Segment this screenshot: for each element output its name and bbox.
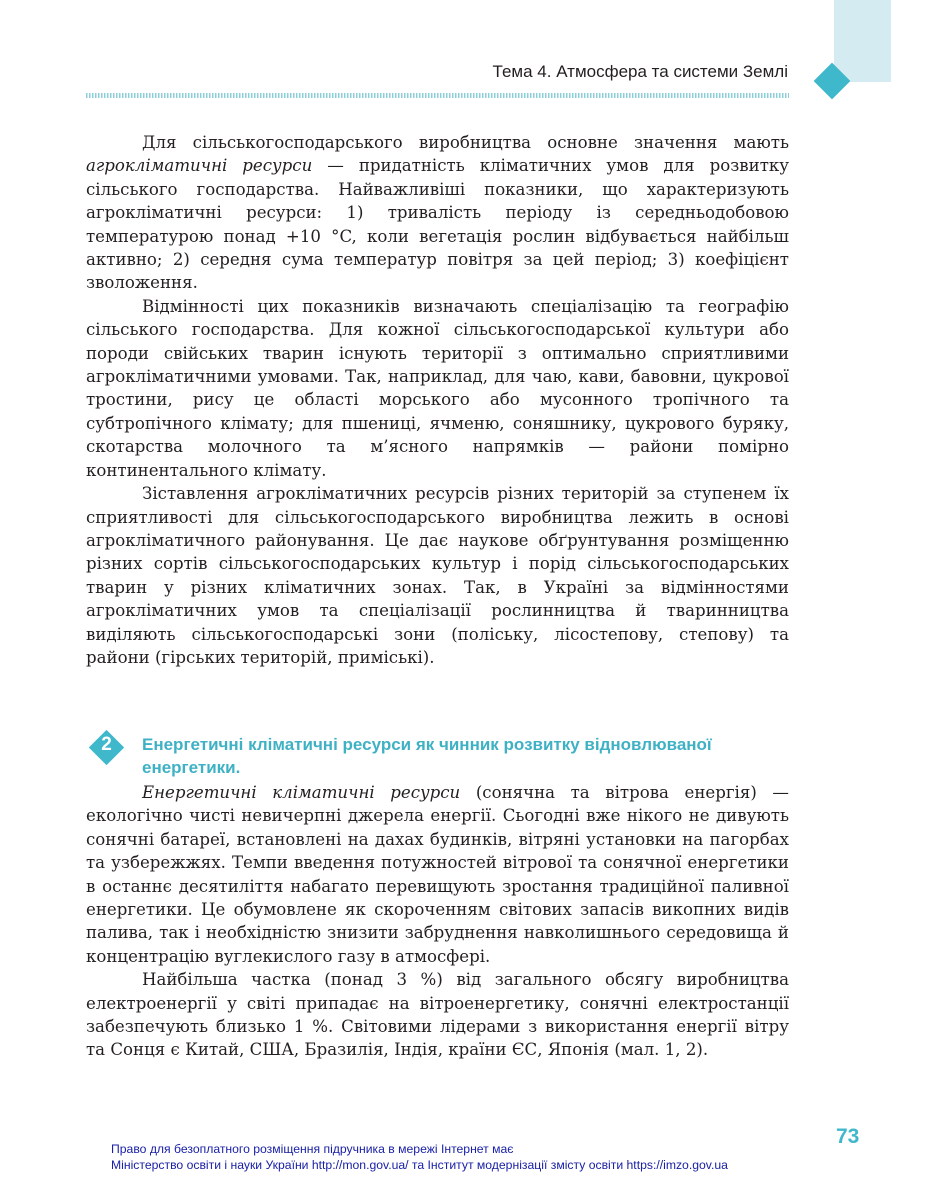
paragraph-specialization: Відмінності цих показників визначають спеціалізацію та географію сільського господарства. Для кожної сільськогосподарської культури або породи свійських тварин існують території з оптимально сприятливими агрокліматичними умовами. Так, наприклад, для чаю, кави, бавовни, цукрової тростини, рису це області морського або мусонного тропічного та субтропічного клімату; для пшениці, ячменю, соняшнику, цукрового буряку, скотарства молочного та м’ясного напрямків — райони помірно континентального клімату. — [86, 296, 789, 480]
running-header-title: Тема 4. Атмосфера та системи Землі — [492, 62, 788, 81]
paragraph-agroclimatic-resources — [86, 131, 789, 295]
term-energy-climatic-resources: Енергетичні кліматичні ресурси — [142, 783, 461, 802]
section-number: 2 — [101, 734, 112, 755]
footer-line-1: Право для безоплатного розміщення підручника в мережі Інтернет має — [111, 1142, 514, 1156]
section-title: Енергетичні кліматичні ресурси як чинник розвитку відновлюваної енергетики. — [142, 735, 712, 777]
header-dotted-rule — [86, 93, 789, 98]
paragraph-rest: (сонячна та вітрова енергія) — екологічно чисті невичерпні джерела енергії. Сьогодні вже нікого не дивують сонячні батареї, встановлені на дахах будинків, вітряні установки на пагорбах та узбережжях. Темпи введення потужностей вітрової та сонячної енергетики в останнє десятиліття набагато перевищують зростання традиційної паливної енергетики. Це обумовлене як скороченням світових запасів викопних видів палива, так і необхідністю знизити забруднення навколишнього середовища й концентрацію вуглекислого газу в атмосфері. — [86, 783, 789, 966]
footer-notice — [111, 1142, 851, 1173]
paragraph-energy-resources — [86, 781, 789, 968]
paragraph-zoning: Зіставлення агрокліматичних ресурсів різних територій за ступенем їх сприятливості для сільськогосподарського виробництва лежить в основі агрокліматичного районування. Це дає наукове обґрунтування розміщенню різних сортів сільськогосподарських культур і порід сільськогосподарських тварин у різних кліматичних зонах. Так, в Україні за відмінностями агрокліматичних умов та спеціалізації рослинництва й тваринництва виділяють сільськогосподарські зони (поліську, лісостепову, степову) та райони (гірських територій, приміські). — [86, 484, 789, 667]
page-number: 73 — [836, 1125, 860, 1148]
paragraph-energy-share: Найбільша частка (понад 3 %) від загального обсягу виробництва електроенергії у світі припадає на вітроенергетику, сонячні електростанції забезпечують близько 1 %. Світовими лідерами з використання енергії вітру та Сонця є Китай, США, Бразилія, Індія, країни ЄС, Японія (мал. 1, 2). — [86, 970, 789, 1060]
paragraph-rest: — придатність кліматичних умов для розвитку сільського господарства. Найважливіші показники, що характеризують агрокліматичні ресурси: 1) тривалість періоду із середньодобовою температурою понад +10 °C, коли вегетація рослин відбувається найбільш активно; 2) середня сума температур повітря за цей період; 3) коефіцієнт зволоження. — [86, 156, 790, 293]
body-text-block-bottom — [86, 781, 789, 1062]
corner-tab — [834, 0, 891, 82]
footer-line-2: Міністерство освіти і науки України http://mon.gov.ua/ та Інститут модернізації змісту освіти https://imzo.gov.ua — [111, 1157, 728, 1172]
body-text-block-top — [86, 131, 789, 669]
paragraph-lead: Для сільськогосподарського виробництва основне значення мають — [142, 133, 789, 152]
term-agroclimatic-resources: агрокліматичні ресурси — [86, 156, 313, 176]
